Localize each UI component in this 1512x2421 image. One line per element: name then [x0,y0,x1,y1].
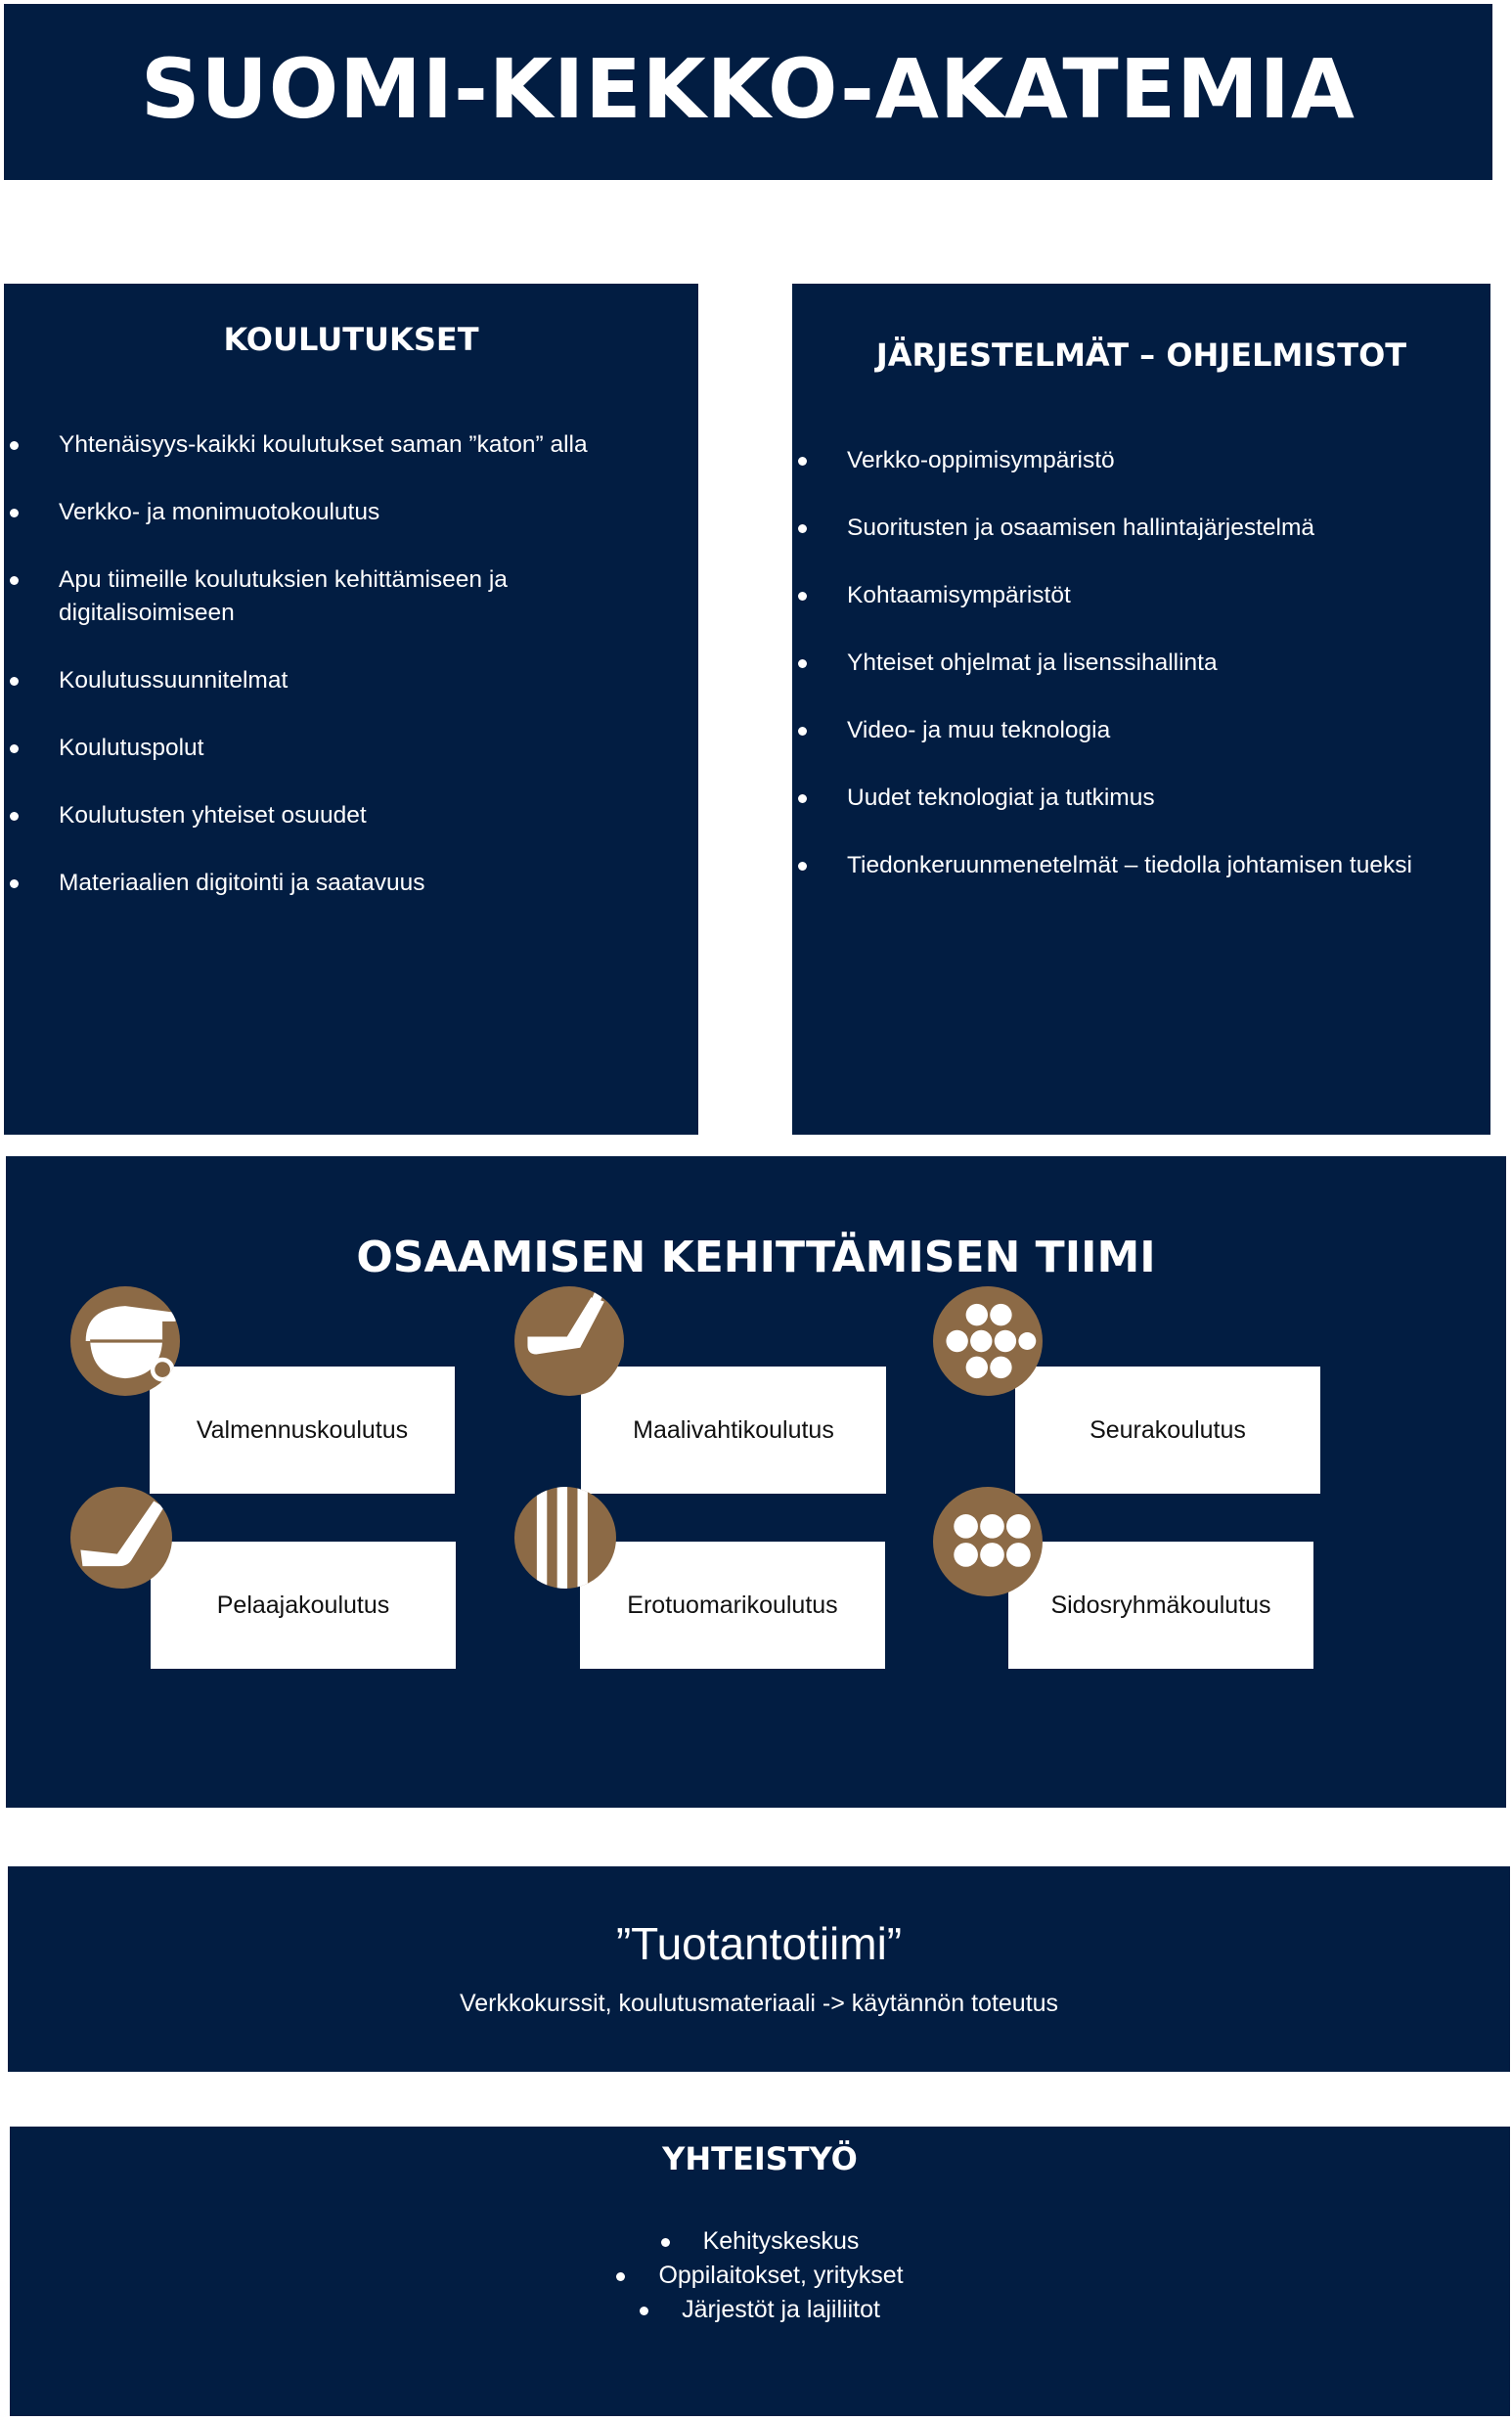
card-seurakoulutus [1015,1367,1320,1494]
list-item [4,799,689,832]
bullet-dot [10,576,19,585]
bullet-dot [616,2272,625,2281]
list-item-text: Verkko- ja monimuotokoulutus [59,499,380,525]
list-item [792,579,1481,612]
yhteistyo-heading: YHTEISTYÖ [662,2140,858,2177]
card-valmennuskoulutus [150,1367,455,1494]
card-label: Pelaajakoulutus [216,1591,390,1619]
bullet-dot [10,744,19,753]
bullet-dot [798,457,807,466]
list-item [792,647,1481,680]
jarjestelmat-heading: JÄRJESTELMÄT – OHJELMISTOT [875,336,1407,374]
hockey-stick-icon [70,1487,172,1589]
list-item [10,2224,1510,2259]
tuotantotiimi-panel [8,1866,1510,2072]
bullet-dot [10,441,19,450]
list-item-text: Uudet teknologiat ja tutkimus [847,785,1155,811]
card-label: Maalivahtikoulutus [633,1415,834,1444]
list-item-text: Kohtaamisympäristöt [847,582,1071,608]
bullet-dot [10,812,19,821]
referee-stripes-icon [514,1487,616,1589]
list-item [4,496,689,529]
list-item-text: Suoritusten ja osaamisen hallintajärjestelmä [847,515,1315,541]
bullet-dot [798,727,807,736]
list-item-text: Yhteiset ohjelmat ja lisenssihallinta [847,650,1218,676]
list-item-text: Kehityskeskus [702,2227,860,2255]
list-item-text: Järjestöt ja lajiliitot [682,2296,880,2323]
koulutukset-panel [4,284,698,1135]
bullet-dot [798,794,807,803]
goalie-stick-icon [514,1286,624,1396]
list-item [4,732,689,765]
title-banner [4,4,1492,180]
card-label: Seurakoulutus [1090,1415,1246,1444]
list-item-text: Materiaalien digitointi ja saatavuus [59,870,425,896]
list-item-text: Video- ja muu teknologia [847,717,1111,743]
coach-cap-whistle-icon [70,1286,180,1396]
bullet-dot [798,862,807,871]
bullet-dot [798,524,807,533]
bullet-dot [798,592,807,601]
bullet-dot [661,2238,670,2247]
card-maalivahtikoulutus [581,1367,886,1494]
page-title: SUOMI-KIEKKO-AKATEMIA [141,41,1356,137]
koulutukset-list [4,428,689,934]
list-item-text: Oppilaitokset, yritykset [658,2262,904,2289]
card-erotuomarikoulutus [580,1542,885,1669]
list-item [4,428,689,462]
list-item [792,849,1481,882]
list-item-text: Verkko-oppimisympäristö [847,447,1115,473]
list-item [792,512,1481,545]
tuotantotiimi-title: ”Tuotantotiimi” [615,1918,903,1969]
list-item [4,867,689,900]
list-item-text: Apu tiimeille koulutuksien kehittämiseen ja digitalisoimiseen [59,566,508,626]
card-label: Sidosryhmäkoulutus [1050,1591,1271,1619]
bullet-dot [10,509,19,517]
list-item [10,2259,1510,2293]
tuotantotiimi-subtitle: Verkkokurssit, koulutusmateriaali -> käytännön toteutus [459,1990,1059,2017]
list-item [10,2293,1510,2327]
bullet-dot [640,2307,648,2315]
list-item-text: Koulutusten yhteiset osuudet [59,802,367,829]
list-item [4,664,689,697]
bullet-dot [10,677,19,686]
list-item-text: Yhtenäisyys-kaikki koulutukset saman ”katon” alla [59,431,588,458]
list-item-text: Tiedonkeruunmenetelmät – tiedolla johtamisen tueksi [847,852,1412,878]
list-item [792,444,1481,477]
bullet-dot [798,659,807,668]
team-panel [6,1156,1506,1808]
list-item [4,563,689,630]
list-item-text: Koulutuspolut [59,735,204,761]
group-dots-icon [933,1286,1043,1396]
card-sidosryhmakoulutus [1008,1542,1313,1669]
yhteistyo-list [10,2224,1510,2327]
card-pelaajakoulutus [151,1542,456,1669]
group-dots-icon [933,1487,1043,1596]
card-label: Erotuomarikoulutus [627,1591,838,1619]
list-item [792,782,1481,815]
list-item [792,714,1481,747]
bullet-dot [10,879,19,888]
yhteistyo-panel [10,2127,1510,2416]
jarjestelmat-panel [792,284,1490,1135]
card-label: Valmennuskoulutus [196,1415,409,1444]
koulutukset-heading: KOULUTUKSET [223,321,479,358]
list-item-text: Koulutussuunnitelmat [59,667,289,694]
jarjestelmat-list [792,444,1481,917]
team-heading: OSAAMISEN KEHITTÄMISEN TIIMI [356,1233,1156,1282]
